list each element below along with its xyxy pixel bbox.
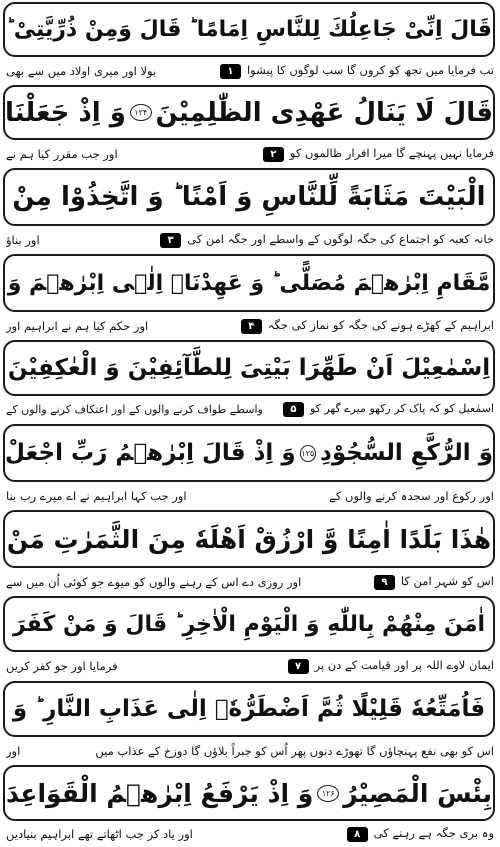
- translation-text: فرمایا نہیں پہنچے گا میرا اقرار ظالموں کو: [289, 146, 494, 160]
- verse-text: وَ اِذْ یَرْفَعُ اِبْرٰهٖمُ الْقَوَاعِدَ: [5, 778, 314, 808]
- verse-text: وَ اِذْ جَعَلْنَا: [5, 97, 126, 128]
- note-badge: ۸: [347, 827, 368, 842]
- translation-line-8: [6, 655, 494, 677]
- verse-line-10: [3, 765, 495, 821]
- translation-text: خانہ کعبہ کو اجتماع کی جگہ لوگوں کے واسطے اور جگہ امن کی: [187, 232, 494, 246]
- ayah-number-marker: ۱۲۵: [300, 445, 316, 462]
- verse-text: قَالَ اِنِّیْ جَاعِلُكَ لِلنَّاسِ اِمَامًا ؕ قَالَ وَمِنْ ذُرِّیَّتِیْ ؕ: [6, 17, 492, 42]
- ayah-number-marker: ۱۲۶: [317, 785, 339, 802]
- verse-text: هٰذَا بَلَدًا اٰمِنًا وَّ ارْزُقْ اَهْلَهٗ مِنَ الثَّمَرٰتِ مَنْ: [6, 524, 492, 554]
- translation-text: اور جب کہا ابراہیم نے اے میرے رب بنا: [6, 489, 187, 503]
- verse-line-9: [3, 681, 495, 737]
- verse-text: اٰمَنَ مِنْهُمْ بِاللّٰهِ وَ الْیَوْمِ الْاٰخِرِ ؕ قَالَ وَ مَنْ كَفَرَ: [12, 611, 486, 637]
- translation-line-5: [6, 398, 494, 420]
- note-badge: ۷: [288, 659, 309, 674]
- translation-line-6: [6, 485, 494, 507]
- translation-line-7: [6, 571, 494, 593]
- translation-text: اور روزی دے اس کے رہنے والوں کو میوے جو کوئی اُن میں سے: [6, 575, 302, 589]
- translation-text: بولا اور میری اولاد میں سے بھی: [6, 64, 157, 78]
- verse-text: فَاُمَتِّعُهٗ قَلِیْلًا ثُمَّ اَضْطَرُّهٗۤ اِلٰی عَذَابِ النَّارِ ؕ وَ: [12, 696, 486, 722]
- verse-text: قَالَ لَا یَنَالُ عَهْدِی الظّٰلِمِیْنَ: [155, 97, 493, 128]
- translation-text: اور یاد کر جب اٹھاتے تھے ابراہیم بنیادیں: [6, 827, 193, 841]
- translation-line-2: [6, 143, 494, 165]
- translation-text: اور جب مقرر کیا ہم نے: [6, 147, 118, 161]
- verse-text: بِئْسَ الْمَصِیْرُ: [343, 778, 493, 808]
- verse-line-5: [3, 340, 495, 396]
- note-badge: ۳: [160, 233, 181, 248]
- translation-text: ایمان لاوے اللہ پر اور قیامت کے دن پر: [314, 658, 494, 672]
- translation-line-1: [6, 60, 494, 82]
- translation-line-3: [6, 229, 494, 251]
- translation-text: اس کو شہر امن کا: [400, 574, 494, 588]
- verse-line-3: [3, 168, 495, 226]
- note-badge: ۱: [220, 64, 241, 79]
- translation-text: اور بناؤ: [6, 233, 40, 247]
- verse-line-8: [3, 596, 495, 652]
- note-badge: ۵: [283, 402, 304, 417]
- translation-text: اور حکم کیا ہم نے ابراہیم اور: [6, 319, 149, 333]
- translation-line-4: [6, 315, 494, 337]
- ayah-number-marker: ۱۲۴: [130, 104, 152, 121]
- translation-text: اسمٰعیل کو کہ پاک کر رکھو میرے گھر کو: [309, 401, 494, 415]
- translation-text: واسطے طواف کرنے والوں کے اور اعتکاف کرنے والوں کے: [6, 402, 263, 416]
- note-badge: ۹: [374, 575, 395, 590]
- verse-line-7: [3, 510, 495, 568]
- verse-text: وَ الرُّكَّعِ السُّجُوْدِ: [320, 440, 493, 466]
- translation-text: تب فرمایا میں تجھ کو کروں گا سب لوگوں کا پیشوا: [246, 63, 494, 77]
- verse-text: الْبَیْتَ مَثَابَةً لِّلنَّاسِ وَ اَمْنًا ؕ وَ اتَّخِذُوْا مِنْ: [12, 182, 486, 212]
- verse-line-6: [3, 424, 495, 482]
- translation-line-10: [6, 823, 494, 845]
- note-badge: ۲: [263, 147, 284, 162]
- note-badge: ۴: [241, 319, 262, 334]
- translation-text: وہ بری جگہ ہے رہنے کی: [373, 826, 494, 840]
- translation-text: ابراہیم کے کھڑے ہونے کی جگہ کو نماز کی جگہ: [267, 318, 494, 332]
- verse-text: اِسْمٰعِیْلَ اَنْ طَهِّرَا بَیْتِیَ لِلطَّآئِفِیْنَ وَ الْعٰكِفِیْنَ: [7, 355, 491, 381]
- translation-text: فرمایا اور جو کفر کریں: [6, 659, 118, 673]
- verse-line-1: [3, 2, 495, 57]
- translation-text: اور: [6, 744, 21, 758]
- verse-text: وَ اِذْ قَالَ اِبْرٰهٖمُ رَبِّ اجْعَلْ: [5, 440, 296, 466]
- verse-line-2: [3, 85, 495, 140]
- verse-text: مَّقَامِ اِبْرٰهٖمَ مُصَلًّی ؕ وَ عَهِدْنَاۤ اِلٰۤی اِبْرٰهٖمَ وَ: [7, 270, 491, 296]
- translation-line-9: [6, 740, 494, 762]
- verse-line-4: [3, 254, 495, 312]
- translation-text: اس کو بھی نفع پہنچاؤں گا تھوڑے دنوں پھر اُس کو جبراً بلاؤں گا دوزخ کے عذاب میں: [95, 744, 494, 758]
- translation-text: اور رکوع اور سجدہ کرنے والوں کے: [329, 489, 494, 503]
